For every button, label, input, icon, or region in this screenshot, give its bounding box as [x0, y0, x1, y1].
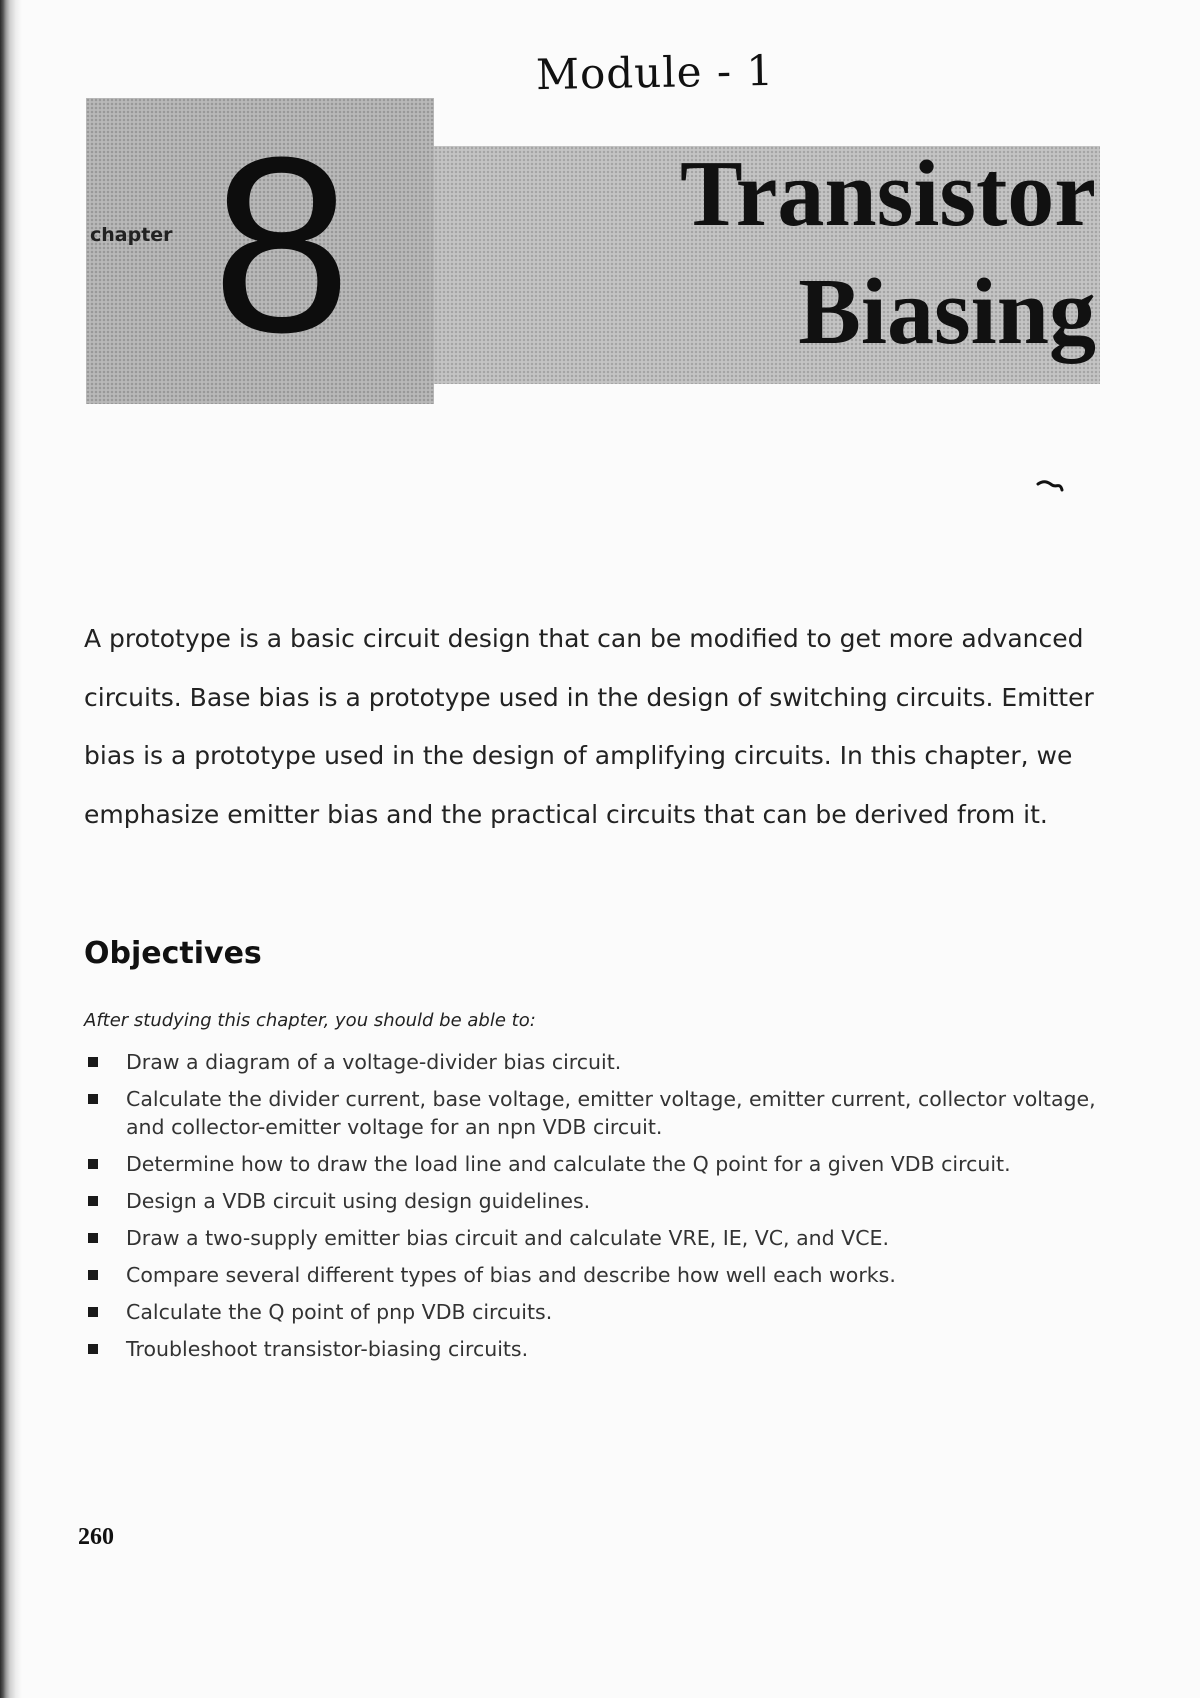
- objective-item: [84, 1187, 1104, 1215]
- chapter-title-line-2: Biasing: [798, 260, 1096, 364]
- chapter-title-line-1: Transistor: [679, 142, 1096, 246]
- square-bullet-icon: [88, 1233, 98, 1243]
- objective-item: [84, 1048, 1104, 1076]
- objective-text: Design a VDB circuit using design guidelines.: [126, 1189, 591, 1213]
- objectives-list: [84, 1048, 1104, 1372]
- objective-text: Draw a diagram of a voltage-divider bias circuit.: [126, 1050, 622, 1074]
- intro-paragraph: A prototype is a basic circuit design that can be modified to get more advanced circuits. Base bias is a prototype used in the design of switching circuits. Emitter bias is a prototype used in the design of amplifying circuits. In this chapter, we emphasize emitter bias and the practical circuits that can be derived from it.: [84, 624, 1094, 829]
- objective-item: [84, 1085, 1104, 1141]
- chapter-number: 8: [212, 105, 352, 384]
- objective-text: Compare several different types of bias and describe how well each works.: [126, 1263, 896, 1287]
- objective-text: Calculate the Q point of pnp VDB circuits.: [126, 1300, 553, 1324]
- objective-text: Draw a two-supply emitter bias circuit and calculate VRE, IE, VC, and VCE.: [126, 1226, 889, 1250]
- objective-item: [84, 1150, 1104, 1178]
- objective-item: [84, 1298, 1104, 1326]
- objective-item: [84, 1335, 1104, 1363]
- square-bullet-icon: [88, 1094, 98, 1104]
- handwritten-module-note: Module - 1: [535, 45, 775, 100]
- page-number: 260: [78, 1524, 114, 1550]
- square-bullet-icon: [88, 1270, 98, 1280]
- objectives-subheading: After studying this chapter, you should be able to:: [84, 1010, 536, 1031]
- square-bullet-icon: [88, 1057, 98, 1067]
- square-bullet-icon: [88, 1307, 98, 1317]
- objective-text: Troubleshoot transistor-biasing circuits.: [126, 1337, 529, 1361]
- square-bullet-icon: [88, 1159, 98, 1169]
- objective-text: Calculate the divider current, base voltage, emitter voltage, emitter current, collector voltage, and collector-emitter voltage for an npn VDB circuit.: [126, 1087, 1096, 1139]
- scan-binding-edge: [0, 0, 22, 1698]
- objective-item: [84, 1224, 1104, 1252]
- square-bullet-icon: [88, 1344, 98, 1354]
- square-bullet-icon: [88, 1196, 98, 1206]
- pen-mark-icon: [1036, 476, 1066, 500]
- objectives-heading: Objectives: [84, 936, 262, 971]
- objective-text: Determine how to draw the load line and calculate the Q point for a given VDB circuit.: [126, 1152, 1011, 1176]
- objective-item: [84, 1261, 1104, 1289]
- chapter-label: chapter: [90, 224, 173, 246]
